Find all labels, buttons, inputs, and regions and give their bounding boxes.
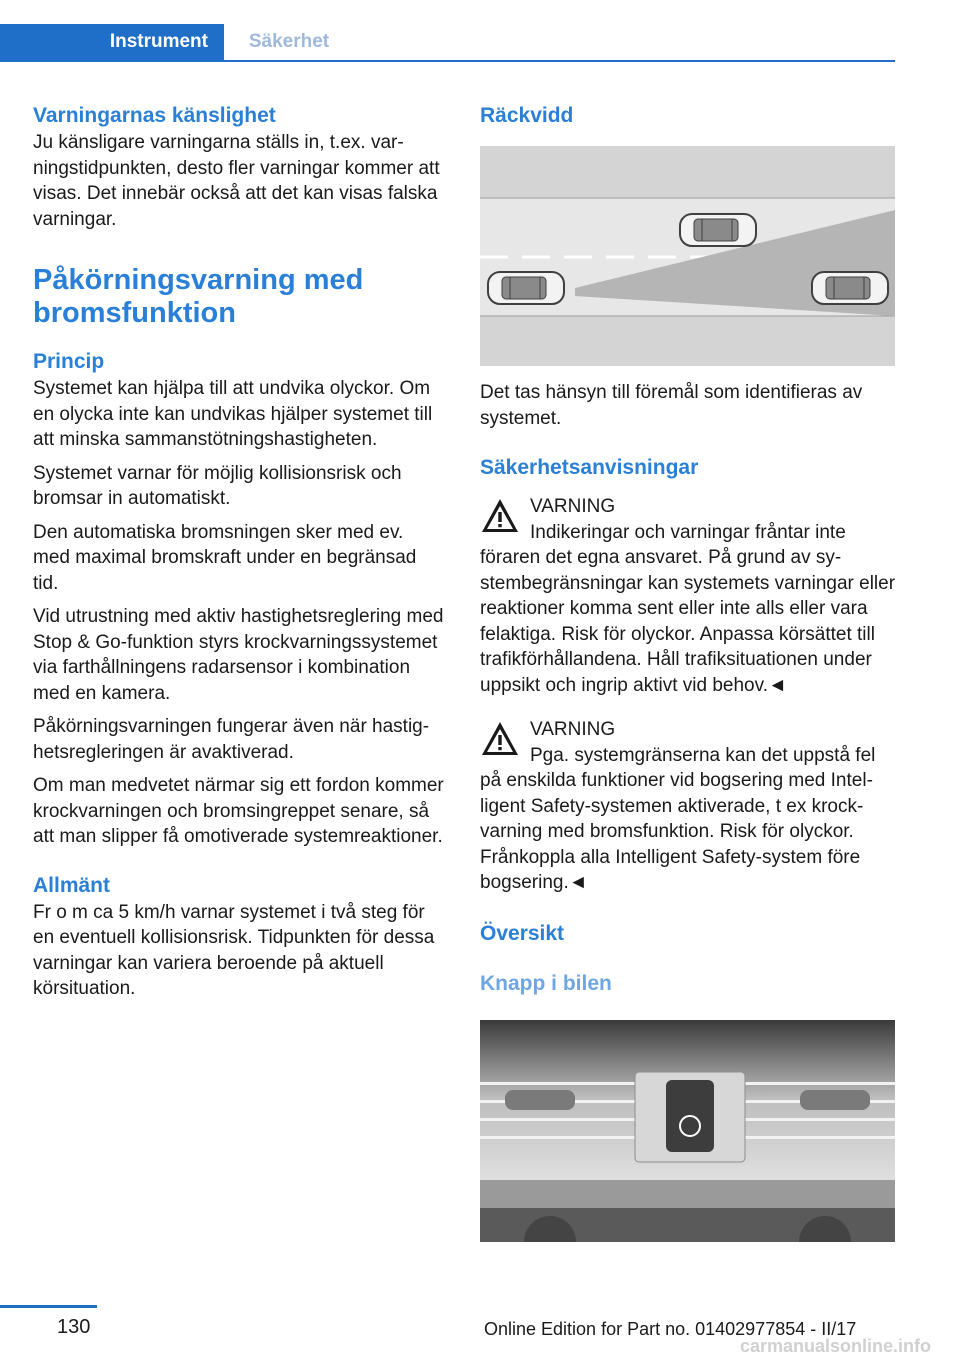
header-tabs [0,24,895,62]
left-column [33,102,445,1002]
warning-triangle-icon [480,496,520,536]
watermark: carmanualsonline.info [740,1336,932,1356]
paragraph: Fr o m ca 5 km/h varnar systemet i två steg för en eventuell kollisionsrisk. Tidpunkten för dessa varningar kan variera beroende på aktuell körsituation. [33,901,435,999]
right-column [480,102,896,1242]
paragraph: Ju känsligare varningarna ställs in, t.ex. varningstidpunkten, desto fler varningar kommer att visas. Det innebär också att det kan visas falska varningar. [33,132,440,230]
warning-triangle-icon [480,719,520,759]
heading-pakorningsvarning: Påkörningsvarning med bromsfunktion [33,264,364,329]
tab-instrument[interactable]: Instrument [0,24,224,60]
button-photo [480,1020,895,1242]
car-ego-icon [488,272,564,304]
paragraph: Det tas hänsyn till föremål som identifieras av systemet. [480,382,863,429]
tab-sakerhet[interactable]: Säkerhet [248,31,330,52]
heading-oversikt: Översikt [480,921,565,945]
paragraph: Den automatiska bromsningen sker med ev. med maximal bromskraft under en begränsad tid. [33,521,417,594]
paragraph: Om man medvetet närmar sig ett fordon kommer krockvarningen och bromsingreppet senare, så att man slipper få omotiverade systemreaktioner. [33,775,444,847]
paragraph: Vid utrustning med aktiv hastighetsreglering med Stop & Go-funktion styrs krockvarningssystemet via farthållningens radarsensor i kombination med en kamera. [33,606,444,704]
car-ahead-icon [812,272,888,304]
range-illustration [480,146,895,366]
paragraph: Systemet varnar för möjlig kollisionsrisk och bromsar in automatiskt. [33,462,402,509]
footer-rule [0,1305,97,1308]
warning-text: Indikeringar och varningar fråntar inte föraren det egna ansvaret. På grund av systembegränsningar kan systemets varningar eller reaktioner komma sent eller inte alls eller vara felaktiga. Risk för olyckor. Anpassa körsättet till trafikförhållandena. Håll trafiksituationen under uppsikt och ingrip aktivt vid behov.◄ [480,521,896,696]
heading-varningarnas-kanslighet: Varningarnas känslighet [33,104,276,127]
car-adjacent-lane-icon [680,214,756,246]
warning-text: Pga. systemgränserna kan det uppstå fel på enskilda funktioner vid bogsering med Intelligent Safety-systemen aktiverade, t ex krockvarning med bromsfunktion. Risk för olyckor. Frånkoppla alla Intelligent Safety-system före bogsering.◄ [480,744,876,893]
heading-rackvidd: Räckvidd [480,104,574,127]
button-photo-svg [480,1020,895,1242]
paragraph: Påkörningsvarningen fungerar även när hastighetsregleringen är avaktiverad. [33,716,430,763]
heading-allmant: Allmänt [33,873,111,897]
page-number: 130 [57,1316,91,1338]
range-illustration-svg [480,146,895,366]
heading-princip: Princip [33,350,105,373]
warning-block-2 [480,717,896,896]
warning-label: VARNING [530,719,616,740]
heading-knapp-i-bilen: Knapp i bilen [480,971,612,995]
warning-label: VARNING [530,496,616,517]
edition-text: Online Edition for Part no. 01402977854 - II/17 [484,1319,857,1339]
header-rule [0,60,895,62]
paragraph: Systemet kan hjälpa till att undvika olyckor. Om en olycka inte kan undvikas hjälper systemet till att minska sammanstötningshastigheten. [33,378,433,450]
warning-block-1 [480,494,896,698]
heading-sakerhetsanvisningar: Säkerhetsanvisningar [480,456,699,479]
